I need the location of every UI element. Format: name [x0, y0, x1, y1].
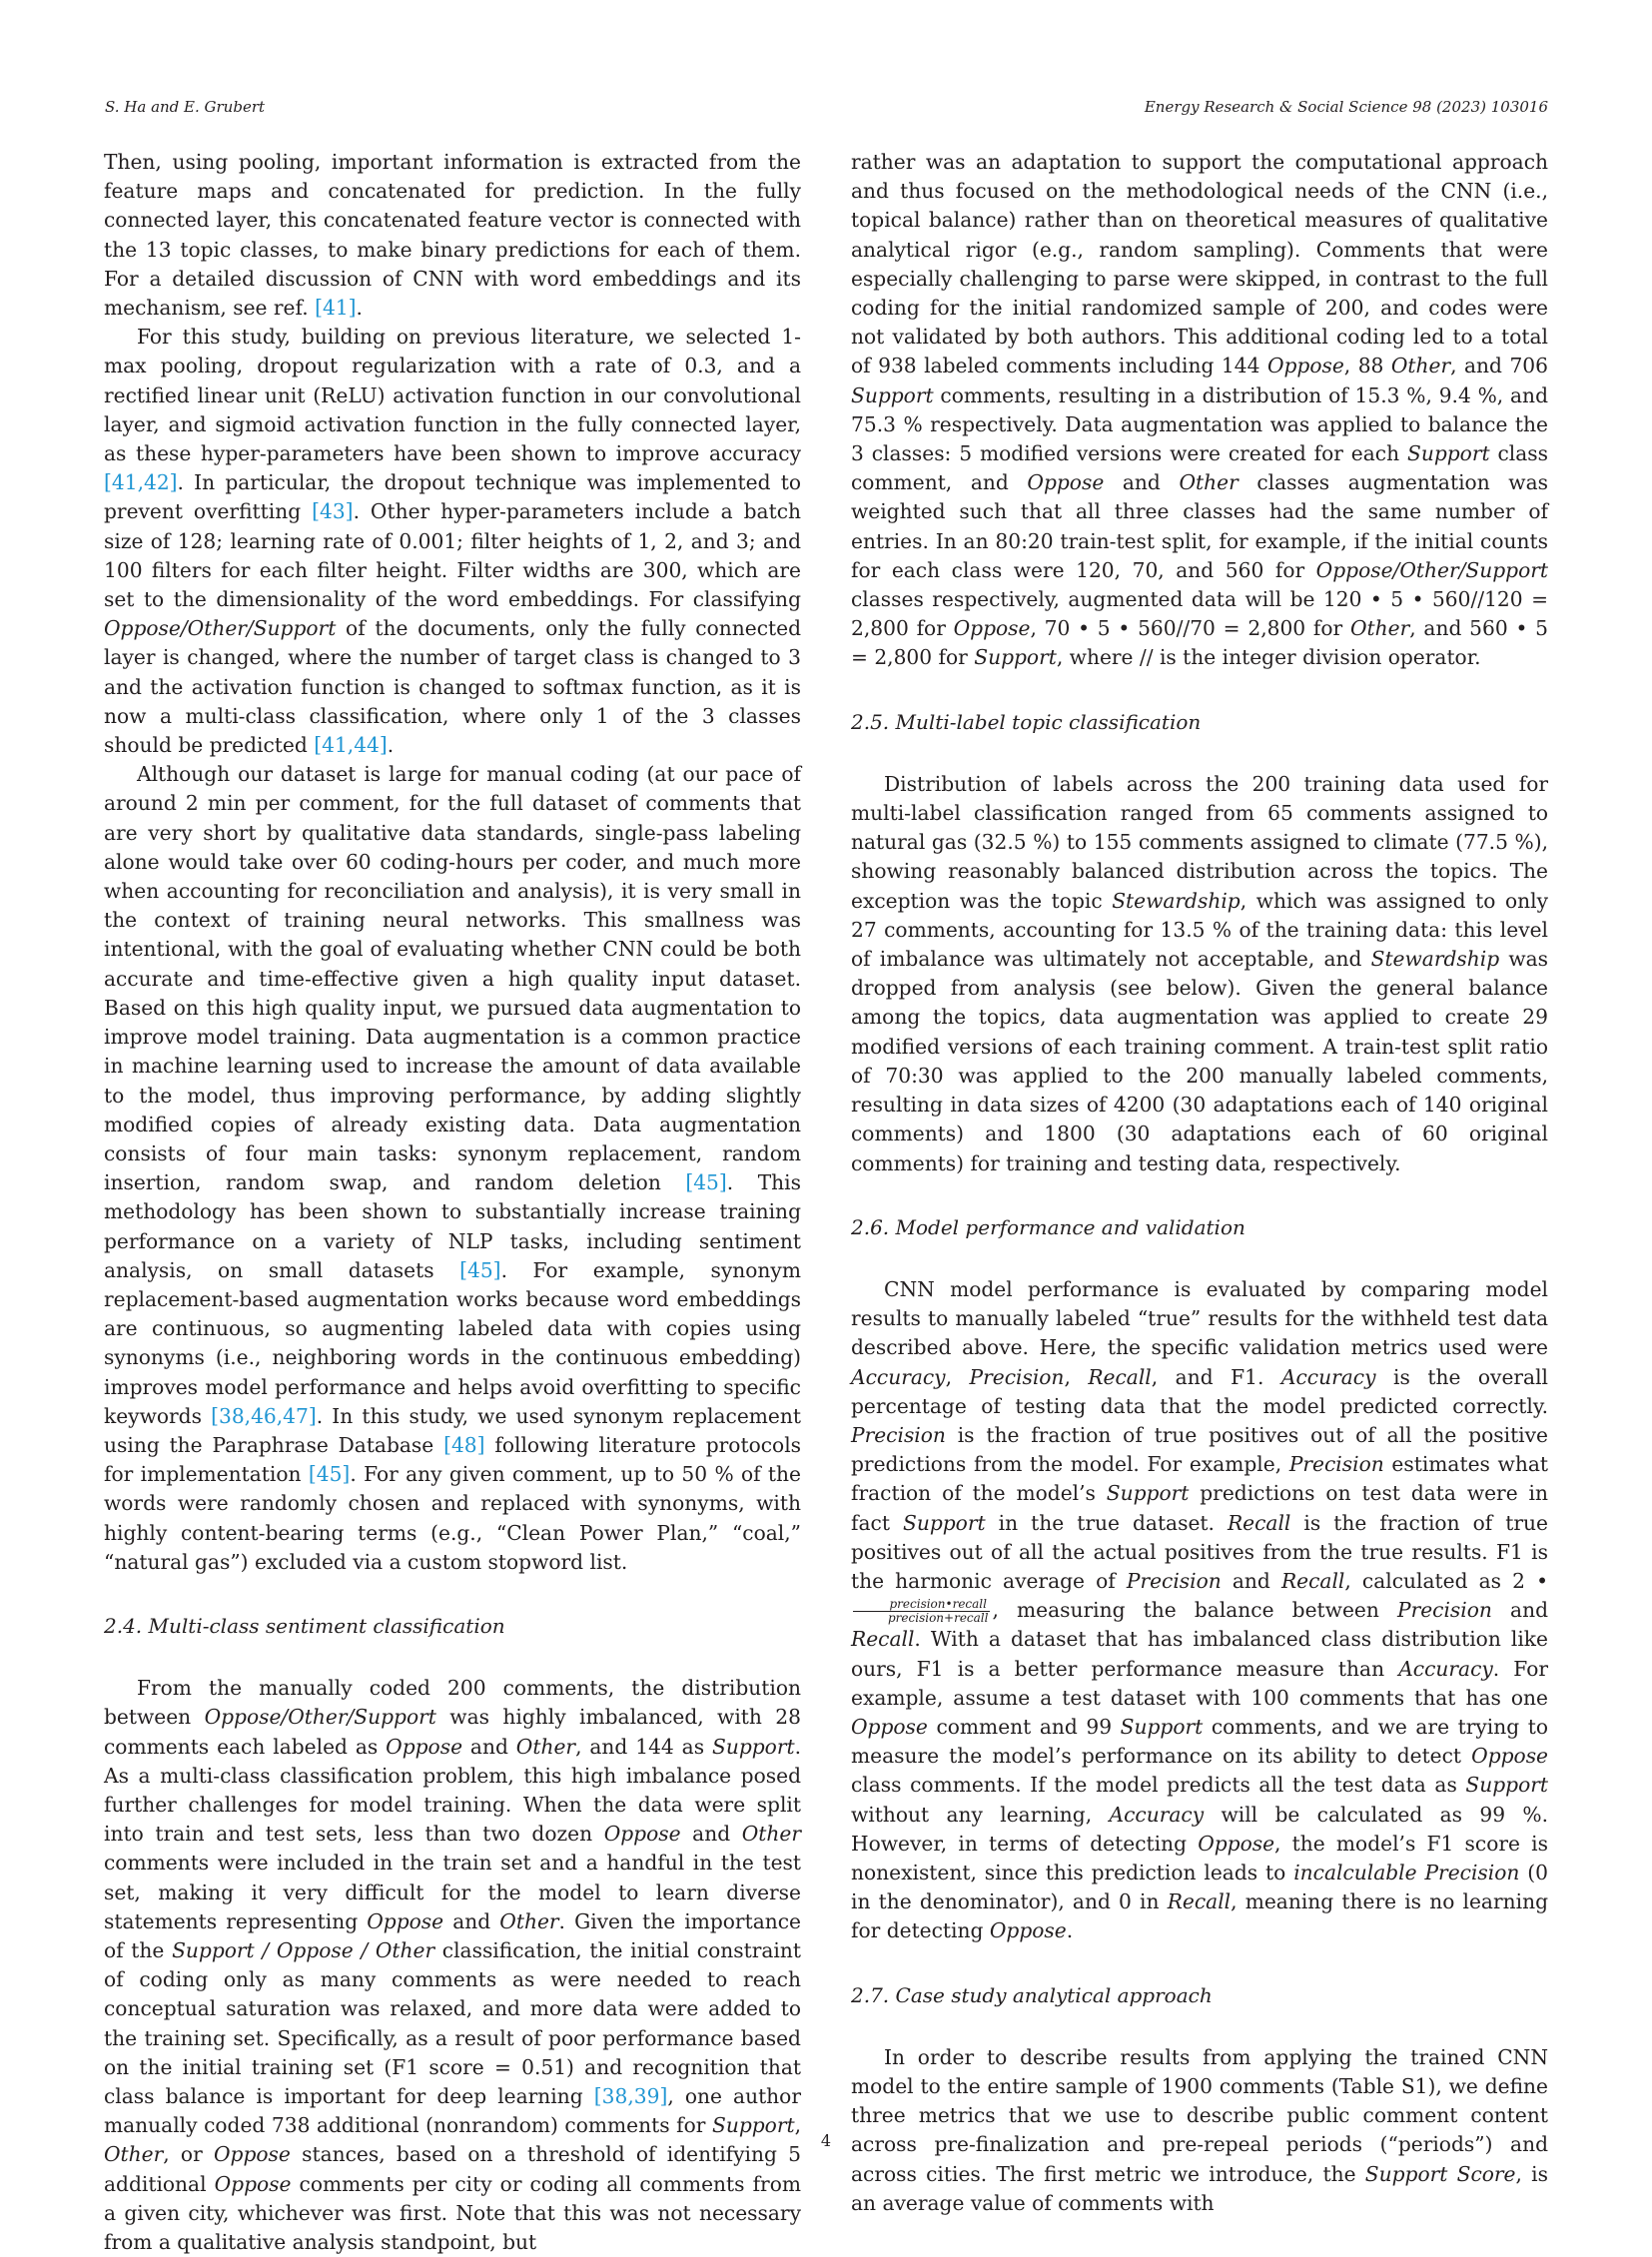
- citation-link[interactable]: [45]: [685, 1170, 727, 1195]
- running-header-journal: Energy Research & Social Science 98 (2023) 103016: [1144, 98, 1548, 116]
- paragraph: rather was an adaptation to support the computational approach and thus focused on the methodological needs of the CNN (i.e., topical balance) rather than on theoretical measures of qualitative analytical rigor (e.g., random sampling). Comments that were especially challenging to parse were skipped, in contrast to the full coding for the initial randomized sample of 200, and codes were not validated by both authors. This additional coding led to a total of 938 labeled comments including 144 Oppose, 88 Other, and 706 Support comments, resulting in a distribution of 15.3 %, 9.4 %, and 75.3 % respectively. Data augmentation was applied to balance the 3 classes: 5 modified versions were created for each Support class comment, and Oppose and Other classes augmentation was weighted such that all three classes had the same number of entries. In an 80:20 train-test split, for example, if the initial counts for each class were 120, 70, and 560 for Oppose/Other/Support classes respectively, augmented data will be 120 • 5 • 560//120 = 2,800 for Oppose, 70 • 5 • 560//70 = 2,800 for Other, and 560 • 5 = 2,800 for Support, where // is the integer division operator.: [851, 150, 1548, 670]
- citation-link[interactable]: [41]: [315, 296, 357, 321]
- section-heading-2-5: 2.5. Multi-label topic classification: [851, 709, 1202, 734]
- left-column: [104, 148, 801, 2257]
- section-heading-2-4: 2.4. Multi-class sentiment classification: [104, 1613, 505, 1638]
- citation-link[interactable]: [48]: [443, 1432, 485, 1457]
- right-column: [851, 148, 1548, 2218]
- page-number: 4: [820, 2131, 832, 2150]
- section-heading-2-6: 2.6. Model performance and validation: [851, 1214, 1245, 1239]
- citation-link[interactable]: [41,42]: [104, 470, 178, 495]
- paragraph: CNN model performance is evaluated by comparing model results to manually labeled “true” results for the withheld test data described above. Here, the specific validation metrics used were Accuracy, Precision, Recall, and F1. Accuracy is the overall percentage of testing data that the model predicted correctly. Precision is the fraction of true positives out of all the positive predictions from the model. For example, Precision estimates what fraction of the model’s Support predictions on test data were in fact Support in the true dataset. Recall is the fraction of true positives out of all the actual positives from the true results. F1 is the harmonic average of Precision and Recall, calculated as 2 • $\frac{\text{precision•recall}}{\text{precision+recall}}$ , measuring the balance between Precision and Recall. With a dataset that has imbalanced class distribution like ours, F1 is a better performance measure than Accuracy. For example, assume a test dataset with 100 comments that has one Oppose comment and 99 Support comments, and we are trying to measure the model’s performance on its ability to detect Oppose class comments. If the model predicts all the test data as Support without any learning, Accuracy will be calculated as 99 %. However, in terms of detecting Oppose, the model’s F1 score is nonexistent, since this prediction leads to incalculable Precision (0 in the denominator), and 0 in Recall, meaning there is no learning for detecting Oppose.: [851, 1276, 1549, 1943]
- paragraph: Although our dataset is large for manual coding (at our pace of around 2 min per comment, for the full dataset of comments that are very short by qualitative data standards, single-pass labeling alone would take over 60 coding-hours per coder, and much more when accounting for reconciliation and analysis), it is very small in the context of training neural networks. This smallness was intentional, with the goal of evaluating whether CNN could be both accurate and time-effective given a high quality input dataset. Based on this high quality input, we pursued data augmentation to improve model training. Data augmentation is a common practice in machine learning used to increase the amount of data available to the model, thus improving performance, by adding slightly modified copies of already existing data. Data augmentation consists of four main tasks: synonym replacement, random insertion, random swap, and random deletion [45]. This methodology has been shown to substantially increase training performance on a variety of NLP tasks, including sentiment analysis, on small datasets [45]. For example, synonym replacement-based augmentation works because word embeddings are continuous, so augmenting labeled data with copies using synonyms (i.e., neighboring words in the continuous embedding) improves model performance and helps avoid overfitting to specific keywords [38,46,47]. In this study, we used synonym replacement using the Paraphrase Database [48] following literature protocols for implementation [45]. For any given comment, up to 50 % of the words were randomly chosen and replaced with synonyms, with highly content-bearing terms (e.g., “Clean Power Plan,” “coal,” “natural gas”) excluded via a custom stopword list.: [104, 762, 802, 1574]
- f1-formula-fraction: $\frac{\text{precision•recall}}{\text{precision+recall}}$: [853, 1598, 990, 1625]
- paragraph: In order to describe results from applying the trained CNN model to the entire sample of 1900 comments (Table S1), we define three metrics that we use to describe public comment content across pre-finalization and pre-repeal periods (“periods”) and across cities. The first metric we introduce, the Support Score, is an average value of comments with: [851, 2044, 1548, 2215]
- section-heading-2-7: 2.7. Case study analytical approach: [851, 1982, 1213, 2007]
- citation-link[interactable]: [45]: [308, 1462, 351, 1487]
- paragraph: From the manually coded 200 comments, the distribution between Oppose/Other/Support was highly imbalanced, with 28 comments each labeled as Oppose and Other, and 144 as Support. As a multi-class classification problem, this high imbalance posed further challenges for model training. When the data were split into train and test sets, less than two dozen Oppose and Other comments were included in the train set and a handful in the test set, making it very difficult for the model to learn diverse statements representing Oppose and Other. Given the importance of the Support / Oppose / Other classification, the initial constraint of coding only as many comments as were needed to reach conceptual saturation was relaxed, and more data were added to the training set. Specifically, as a result of poor performance based on the initial training set (F1 score = 0.51) and recognition that class balance is important for deep learning [38,39], one author manually coded 738 additional (nonrandom) comments for Support, Other, or Oppose stances, based on a threshold of identifying 5 additional Oppose comments per city or coding all comments from a given city, whichever was first. Note that this was not necessary from a qualitative analysis standpoint, but: [104, 1676, 802, 2255]
- citation-link[interactable]: [41,44]: [314, 733, 388, 758]
- paragraph: Then, using pooling, important information is extracted from the feature maps and concatenated for prediction. In the fully connected layer, this concatenated feature vector is connected with the 13 topic classes, to make binary predictions for each of them. For a detailed discussion of CNN with word embeddings and its mechanism, see ref. [41].: [104, 150, 801, 321]
- citation-link[interactable]: [45]: [459, 1257, 501, 1282]
- running-header-authors: S. Ha and E. Grubert: [105, 98, 266, 116]
- paragraph: Distribution of labels across the 200 training data used for multi-label classification ranged from 65 comments assigned to natural gas (32.5 %) to 155 comments assigned to climate (77.5 %), showing reasonably balanced distribution across the topics. The exception was the topic Stewardship, which was assigned to only 27 comments, accounting for 13.5 % of the training data: this level of imbalance was ultimately not acceptable, and Stewardship was dropped from analysis (see below). Given the general balance among the topics, data augmentation was applied to create 29 modified versions of each training comment. A train-test split ratio of 70:30 was applied to the 200 manually labeled comments, resulting in data sizes of 4200 (30 adaptations each of 140 original comments) and 1800 (30 adaptations each of 60 original comments) for training and testing data, respectively.: [851, 771, 1549, 1175]
- citation-link[interactable]: [38,39]: [593, 2084, 668, 2108]
- paragraph: For this study, building on previous literature, we selected 1-max pooling, dropout regularization with a rate of 0.3, and a rectified linear unit (ReLU) activation function in our convolutional layer, and sigmoid activation function in the fully connected layer, as these hyper-parameters have been shown to improve accuracy [41,42]. In particular, the dropout technique was implemented to prevent overfitting [43]. Other hyper-parameters include a batch size of 128; learning rate of 0.001; filter heights of 1, 2, and 3; and 100 filters for each filter height. Filter widths are 300, which are set to the dimensionality of the word embeddings. For classifying Oppose/Other/Support of the documents, only the fully connected layer is changed, where the number of target class is changed to 3 and the activation function is changed to softmax function, as it is now a multi-class classification, where only 1 of the 3 classes should be predicted [41,44].: [104, 325, 802, 758]
- citation-link[interactable]: [43]: [312, 499, 354, 524]
- citation-link[interactable]: [38,46,47]: [211, 1403, 317, 1428]
